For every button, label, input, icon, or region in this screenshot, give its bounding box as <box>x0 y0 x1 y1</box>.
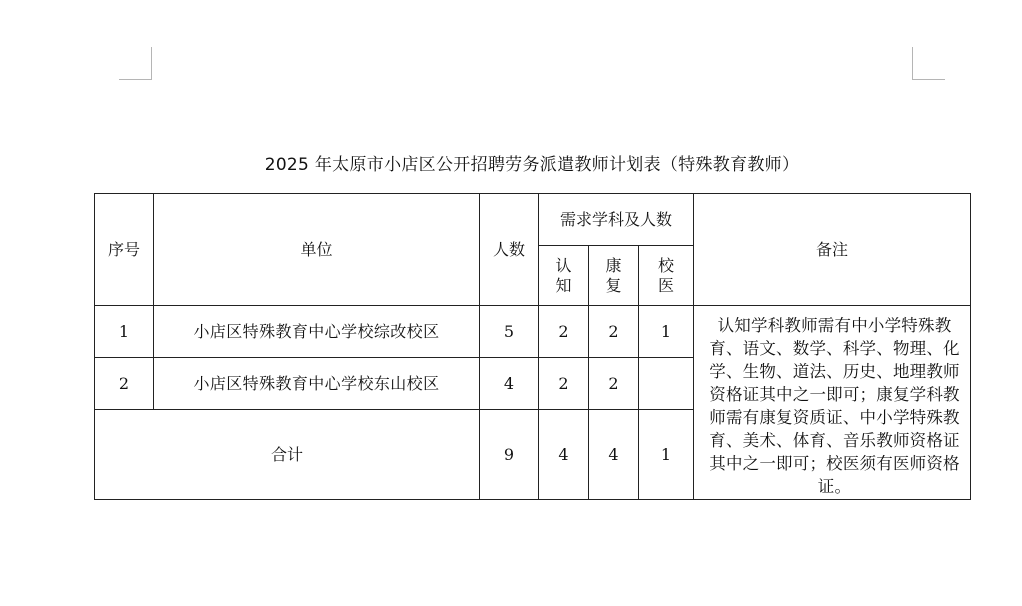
page-corner-mark-top-left <box>119 47 152 80</box>
total-doctor: 1 <box>639 410 694 500</box>
row-seq: 1 <box>95 306 154 358</box>
row-seq: 2 <box>95 358 154 410</box>
row-count: 4 <box>480 358 539 410</box>
row-cognitive: 2 <box>539 306 589 358</box>
total-count: 9 <box>480 410 539 500</box>
header-row <box>95 194 971 246</box>
recruitment-plan-table <box>94 193 971 500</box>
page-corner-mark-top-right <box>912 47 945 80</box>
header-demand-subjects: 需求学科及人数 <box>539 194 694 246</box>
row-doctor <box>639 358 694 410</box>
document-title: 2025 年太原市小店区公开招聘劳务派遣教师计划表（特殊教育教师） <box>264 155 800 175</box>
total-rehab: 4 <box>589 410 639 500</box>
header-unit: 单位 <box>154 194 480 306</box>
total-cognitive: 4 <box>539 410 589 500</box>
row-rehab: 2 <box>589 306 639 358</box>
row-cognitive: 2 <box>539 358 589 410</box>
row-unit: 小店区特殊教育中心学校综改校区 <box>154 306 480 358</box>
table-row <box>95 306 971 358</box>
header-count: 人数 <box>480 194 539 306</box>
row-doctor: 1 <box>639 306 694 358</box>
header-remark: 备注 <box>694 194 971 306</box>
header-subject-rehab: 康 复 <box>589 246 639 306</box>
header-subject-school-doctor: 校 医 <box>639 246 694 306</box>
total-label: 合计 <box>95 410 480 500</box>
row-unit: 小店区特殊教育中心学校东山校区 <box>154 358 480 410</box>
header-seq: 序号 <box>95 194 154 306</box>
header-subject-cognitive: 认 知 <box>539 246 589 306</box>
row-count: 5 <box>480 306 539 358</box>
row-rehab: 2 <box>589 358 639 410</box>
remark-text: 认知学科教师需有中小学特殊教育、语文、数学、科学、物理、化学、生物、道法、历史、地理教师资格证其中之一即可；康复学科教师需有康复资质证、中小学特殊教育、美术、体育、音乐教师资格证其中之一即可；校医须有医师资格证。 <box>694 306 971 500</box>
